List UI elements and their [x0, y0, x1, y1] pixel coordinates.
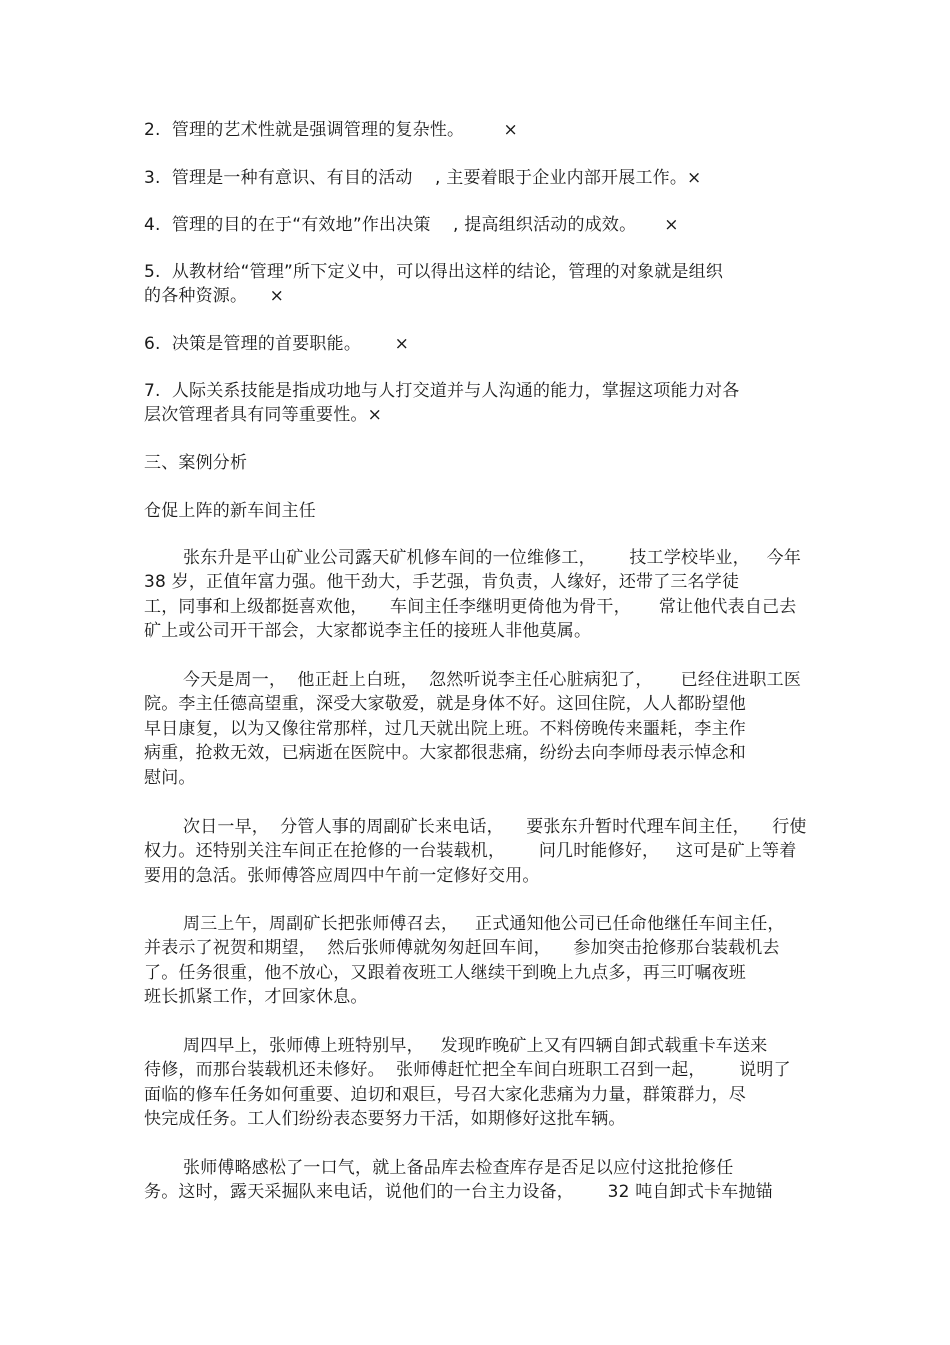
paragraph-line: 早日康复，以为又像往常那样，过几天就出院上班。不料傍晚传来噩耗，李主作	[144, 719, 746, 739]
tf-item-4: 4. 管理的目的在于“有效地”作出决策 , 提高组织活动的成效。 ×	[144, 215, 679, 235]
tf-item-5-line-1: 5. 从教材给“管理”所下定义中，可以得出这样的结论，管理的对象就是组织	[144, 262, 724, 282]
paragraph-line: 院。李主任德高望重，深受大家敬爱，就是身体不好。这回住院，人人都盼望他	[144, 694, 746, 714]
paragraph-line: 病重，抢救无效，已病逝在医院中。大家都很悲痛，纷纷去向李师母表示悼念和	[144, 743, 746, 763]
paragraph-line: 张师傅略感松了一口气，就上备品库去检查库存是否足以应付这批抢修任	[183, 1158, 734, 1178]
paragraph-line: 班长抓紧工作，才回家休息。	[144, 987, 368, 1007]
section-heading: 三、案例分析	[144, 453, 248, 473]
paragraph-line: 次日一早， 分管人事的周副矿长来电话， 要张东升暂时代理车间主任， 行使	[183, 817, 807, 837]
paragraph-line: 了。任务很重，他不放心，又跟着夜班工人继续干到晚上九点多，再三叮嘱夜班	[144, 963, 746, 983]
paragraph-line: 周四早上，张师傅上班特别早， 发现昨晚矿上又有四辆自卸式载重卡车送来	[183, 1036, 768, 1056]
paragraph-line: 矿上或公司开干部会，大家都说李主任的接班人非他莫属。	[144, 621, 592, 641]
tf-item-3: 3. 管理是一种有意识、有目的活动 , 主要着眼于企业内部开展工作。×	[144, 168, 702, 188]
paragraph-line: 周三上午，周副矿长把张师傅召去， 正式通知他公司已任命他继任车间主任，	[183, 914, 785, 934]
paragraph-line: 待修，而那台装载机还未修好。 张师傅赶忙把全车间白班职工召到一起， 说明了	[144, 1060, 791, 1080]
paragraph-line: 快完成任务。工人们纷纷表态要努力干活，如期修好这批车辆。	[144, 1109, 626, 1129]
tf-item-2: 2. 管理的艺术性就是强调管理的复杂性。 ×	[144, 120, 518, 140]
paragraph-line: 工，同事和上级都挺喜欢他， 车间主任李继明更倚他为骨干， 常让他代表自己去	[144, 597, 797, 617]
tf-item-5-line-2: 的各种资源。 ×	[144, 286, 285, 306]
paragraph-line: 务。这时，露天采掘队来电话，说他们的一台主力设备， 32 吨自卸式卡车抛锚	[144, 1182, 773, 1202]
paragraph-line: 38 岁，正值年富力强。他干劲大，手艺强，肯负责，人缘好，还带了三名学徒	[144, 572, 740, 592]
tf-item-7-line-1: 7. 人际关系技能是指成功地与人打交道并与人沟通的能力，掌握这项能力对各	[144, 381, 740, 401]
paragraph-line: 面临的修车任务如何重要、迫切和艰巨，号召大家化悲痛为力量，群策群力，尽	[144, 1085, 746, 1105]
case-title: 仓促上阵的新车间主任	[144, 501, 316, 521]
paragraph-line: 权力。还特别关注车间正在抢修的一台装载机， 问几时能修好， 这可是矿上等着	[144, 841, 797, 861]
paragraph-line: 今天是周一， 他正赶上白班， 忽然听说李主任心脏病犯了， 已经住进职工医	[183, 670, 802, 690]
paragraph-line: 要用的急活。张师傅答应周四中午前一定修好交用。	[144, 866, 540, 886]
paragraph-line: 张东升是平山矿业公司露天矿机修车间的一位维修工， 技工学校毕业， 今年	[183, 548, 802, 568]
paragraph-line: 并表示了祝贺和期望， 然后张师傅就匆匆赶回车间， 参加突击抢修那台装载机去	[144, 938, 780, 958]
tf-item-7-line-2: 层次管理者具有同等重要性。×	[144, 405, 383, 425]
tf-item-6: 6. 决策是管理的首要职能。 ×	[144, 334, 410, 354]
paragraph-line: 慰问。	[144, 768, 196, 788]
